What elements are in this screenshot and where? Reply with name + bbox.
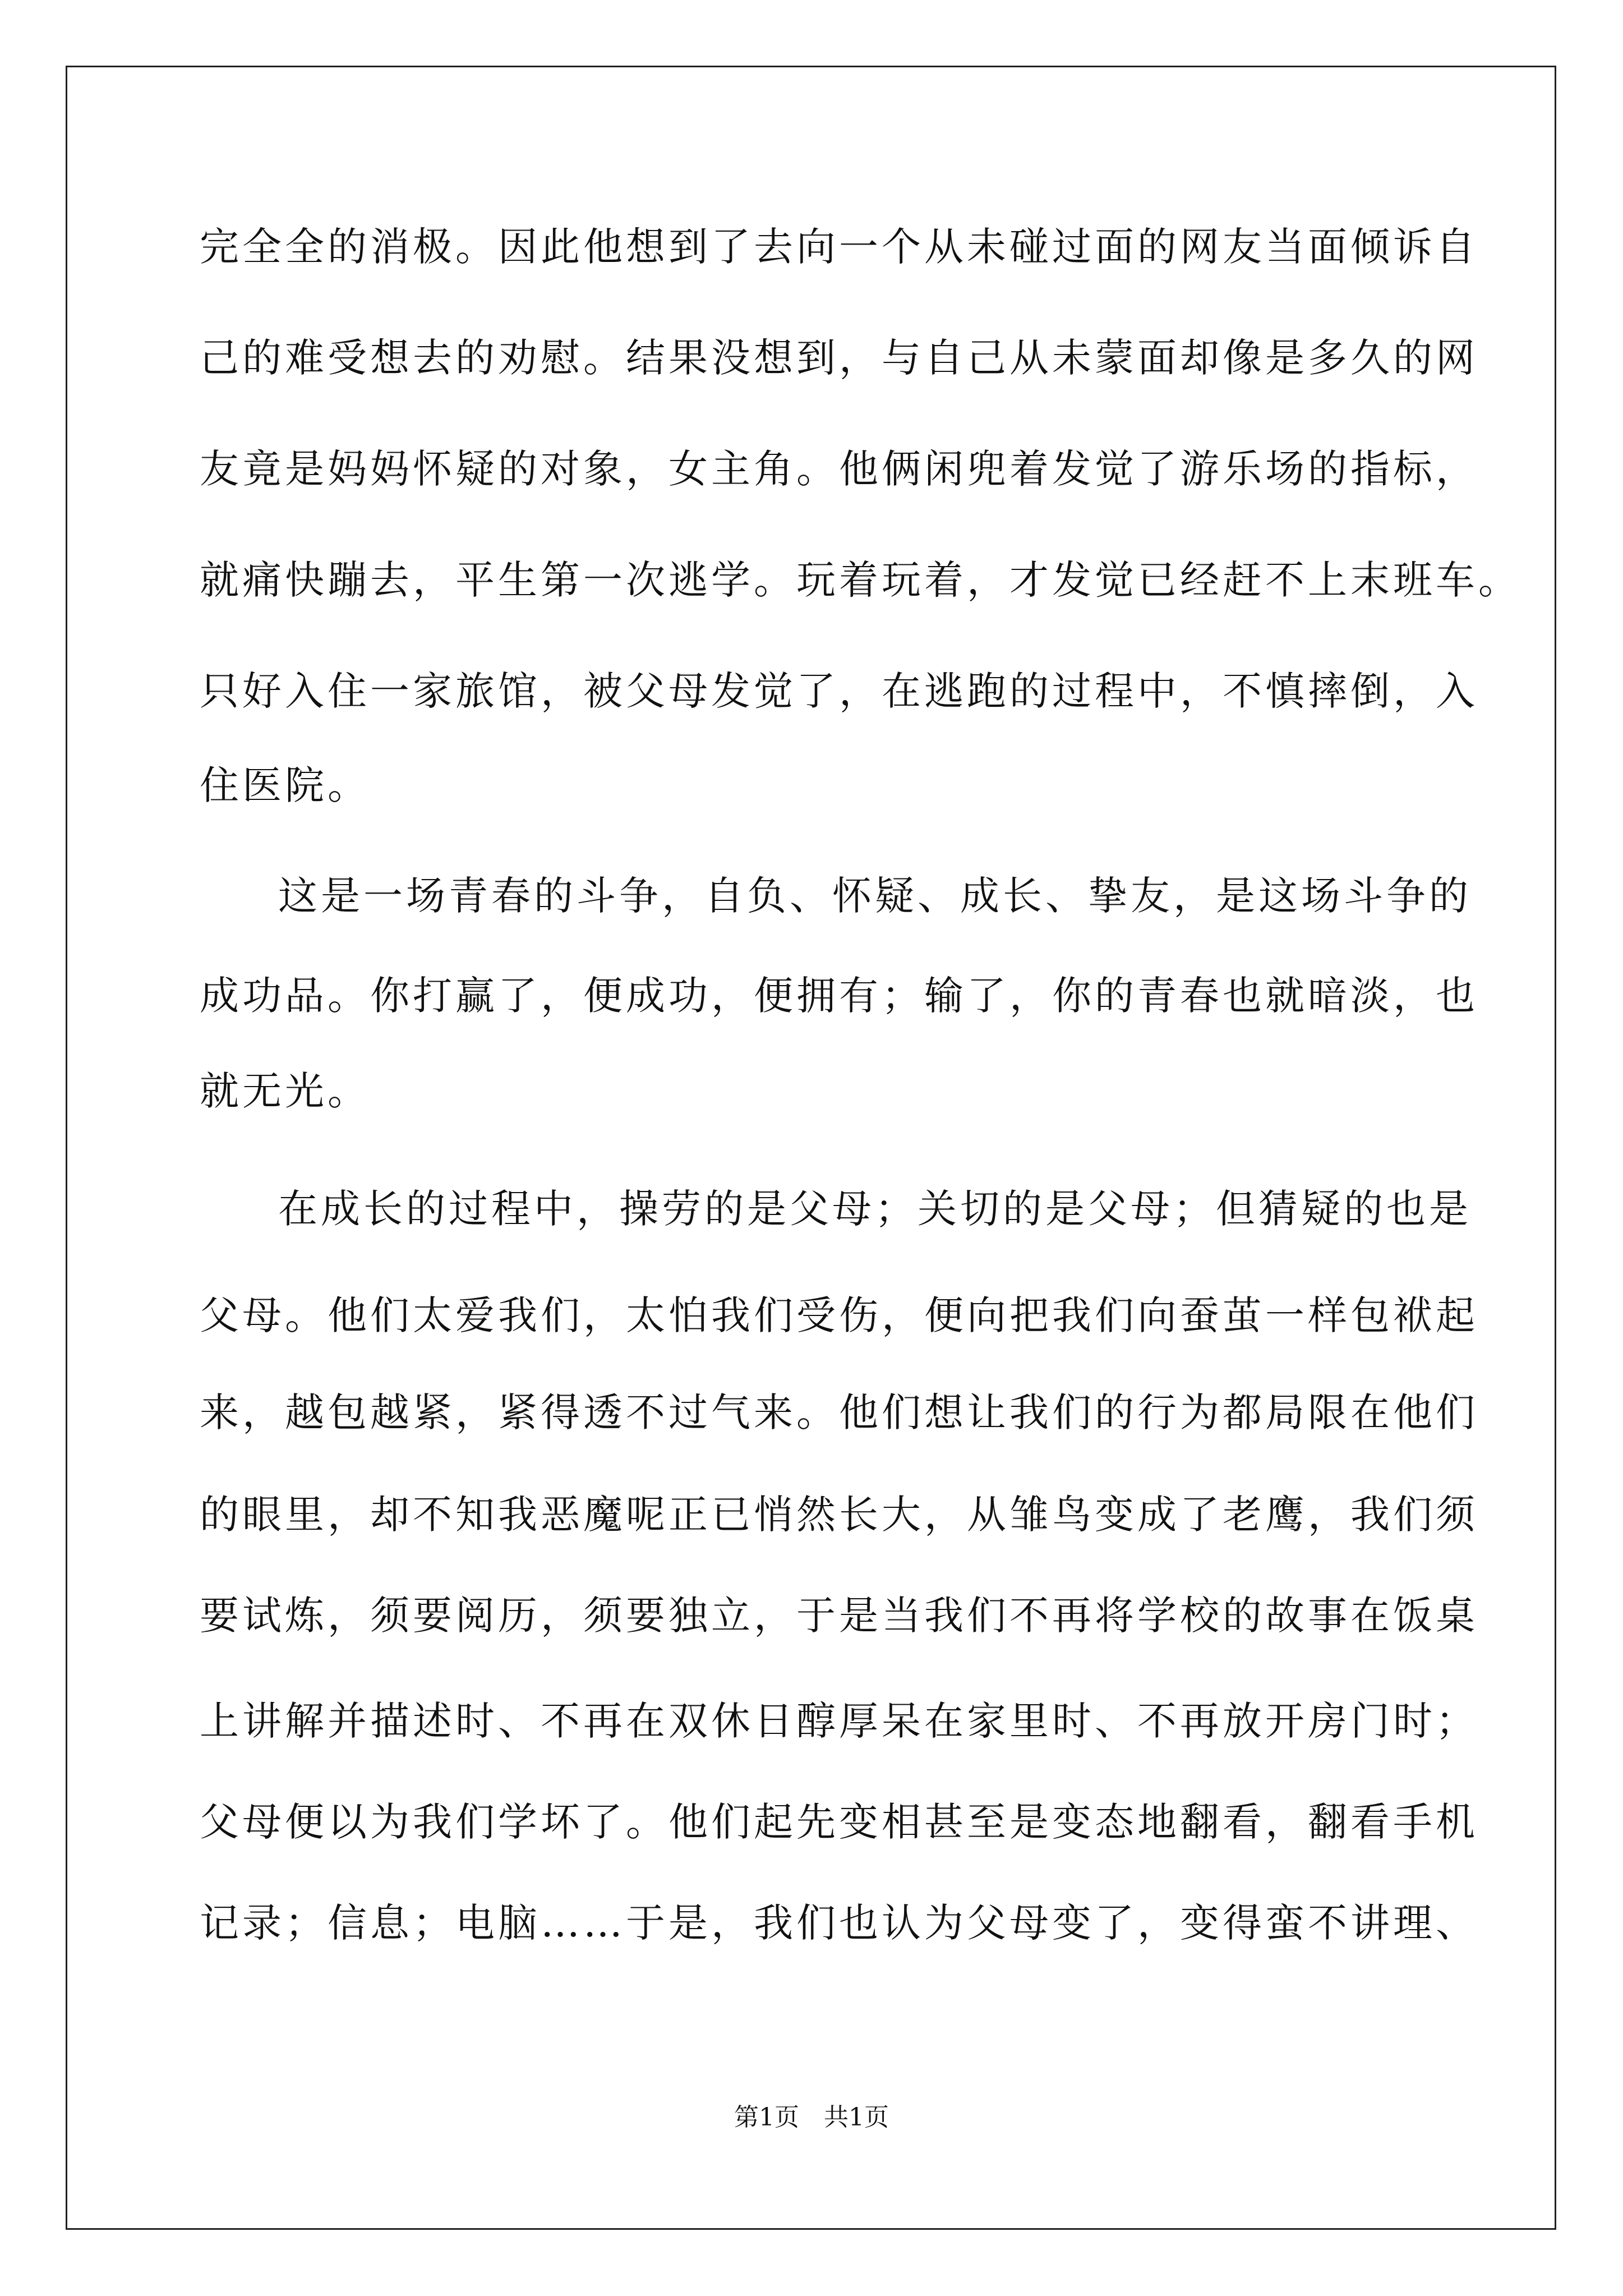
text-line: 父母。他们太爱我们，太怕我们受伤，便向把我们向蚕茧一样包袱起 <box>200 1292 1478 1338</box>
text-line: 完全全的消极。因此他想到了去向一个从未碰过面的网友当面倾诉自 <box>200 224 1478 270</box>
text-line: 住医院。 <box>200 762 370 808</box>
text-line: 上讲解并描述时、不再在双休日醇厚呆在家里时、不再放开房门时； <box>200 1698 1478 1744</box>
text-line: 在成长的过程中，操劳的是父母；关切的是父母；但猜疑的也是 <box>278 1186 1472 1232</box>
text-line: 己的难受想去的劝慰。结果没想到，与自己从未蒙面却像是多久的网 <box>200 335 1478 381</box>
text-line: 来，越包越紧，紧得透不过气来。他们想让我们的行为都局限在他们 <box>200 1389 1478 1435</box>
text-line: 友竟是妈妈怀疑的对象，女主角。他俩闲兜着发觉了游乐场的指标， <box>200 446 1478 492</box>
page-number: 第1页 共1页 <box>734 2103 889 2132</box>
text-line: 就无光。 <box>200 1068 370 1114</box>
text-line: 成功品。你打赢了，便成功，便拥有；输了，你的青春也就暗淡，也 <box>200 973 1478 1019</box>
text-line: 的眼里，却不知我恶魔呢正已悄然长大，从雏鸟变成了老鹰，我们须 <box>200 1492 1478 1538</box>
text-line: 记录；信息；电脑……于是，我们也认为父母变了，变得蛮不讲理、 <box>200 1900 1478 1946</box>
text-line: 父母便以为我们学坏了。他们起先变相甚至是变态地翻看，翻看手机 <box>200 1799 1478 1845</box>
text-line: 要试炼，须要阅历，须要独立，于是当我们不再将学校的故事在饭桌 <box>200 1593 1478 1639</box>
text-line: 只好入住一家旅馆，被父母发觉了，在逃跑的过程中，不慎摔倒，入 <box>200 668 1478 714</box>
text-line: 这是一场青春的斗争，自负、怀疑、成长、挚友，是这场斗争的 <box>278 873 1472 919</box>
text-line: 就痛快蹦去，平生第一次逃学。玩着玩着，才发觉已经赶不上末班车。 <box>200 557 1521 603</box>
